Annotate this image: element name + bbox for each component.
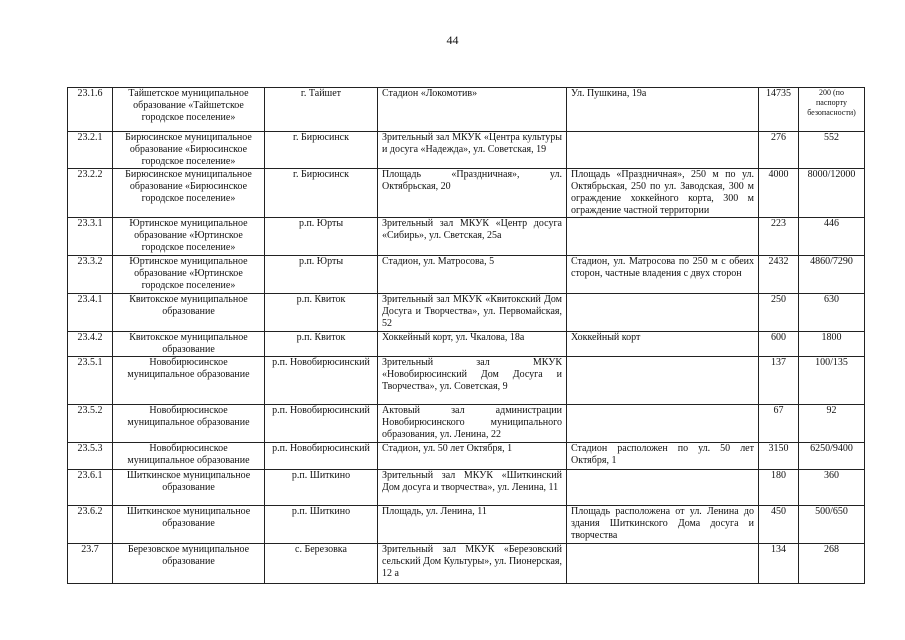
municipality-cell: Квитокское муниципальное образование [113, 294, 265, 332]
table-row [68, 294, 865, 332]
settlement-cell: р.п. Юрты [265, 218, 378, 256]
capacity-cell: 200 (по паспорту безопасности) [799, 88, 865, 132]
capacity-cell: 446 [799, 218, 865, 256]
table-row [68, 332, 865, 357]
area-cell: 134 [759, 544, 799, 584]
row-number: 23.5.2 [68, 405, 113, 443]
municipality-cell: Квитокское муниципальное образование [113, 332, 265, 357]
table-row [68, 256, 865, 294]
municipality-cell: Новобирюсинское муниципальное образование [113, 405, 265, 443]
area-cell: 180 [759, 470, 799, 506]
settlement-cell: г. Тайшет [265, 88, 378, 132]
venues-table [67, 87, 865, 584]
row-number: 23.4.2 [68, 332, 113, 357]
municipality-cell: Бирюсинское муниципальное образование «Бирюсинское городское поселение» [113, 169, 265, 218]
nearby-area-cell: Хоккейный корт [567, 332, 759, 357]
settlement-cell: г. Бирюсинск [265, 169, 378, 218]
settlement-cell: р.п. Юрты [265, 256, 378, 294]
settlement-cell: р.п. Шиткино [265, 506, 378, 544]
capacity-cell: 360 [799, 470, 865, 506]
municipality-cell: Березовское муниципальное образование [113, 544, 265, 584]
municipality-cell: Тайшетское муниципальное образование «Тайшетское городское поселение» [113, 88, 265, 132]
row-number: 23.5.3 [68, 443, 113, 470]
table-row [68, 357, 865, 405]
settlement-cell: р.п. Новобирюсинский [265, 405, 378, 443]
nearby-area-cell: Площадь «Праздничная», 250 м по ул. Октябрьская, 250 по ул. Заводская, 300 м ограждение хоккейного корта, 300 м ограждение частной территории [567, 169, 759, 218]
municipality-cell: Новобирюсинское муниципальное образование [113, 443, 265, 470]
nearby-area-cell [567, 357, 759, 405]
venue-cell: Зрительный зал МКУК «Квитокский Дом Досуга и Творчества», ул. Первомайская, 52 [378, 294, 567, 332]
row-number: 23.3.1 [68, 218, 113, 256]
area-cell: 3150 [759, 443, 799, 470]
settlement-cell: р.п. Шиткино [265, 470, 378, 506]
row-number: 23.4.1 [68, 294, 113, 332]
municipality-cell: Юртинское муниципальное образование «Юртинское городское поселение» [113, 256, 265, 294]
capacity-cell: 500/650 [799, 506, 865, 544]
capacity-cell: 4860/7290 [799, 256, 865, 294]
nearby-area-cell [567, 294, 759, 332]
area-cell: 250 [759, 294, 799, 332]
nearby-area-cell: Площадь расположена от ул. Ленина до здания Шиткинского Дома досуга и творчества [567, 506, 759, 544]
venue-cell: Зрительный зал МКУК «Новобирюсинский Дом Досуга и Творчества», ул. Советская, 9 [378, 357, 567, 405]
venue-cell: Хоккейный корт, ул. Чкалова, 18а [378, 332, 567, 357]
page-number: 44 [446, 33, 459, 47]
settlement-cell: р.п. Новобирюсинский [265, 443, 378, 470]
venue-cell: Площадь, ул. Ленина, 11 [378, 506, 567, 544]
capacity-cell: 100/135 [799, 357, 865, 405]
area-cell: 14735 [759, 88, 799, 132]
row-number: 23.6.2 [68, 506, 113, 544]
row-number: 23.3.2 [68, 256, 113, 294]
area-cell: 223 [759, 218, 799, 256]
table-row [68, 470, 865, 506]
capacity-cell: 552 [799, 132, 865, 169]
venue-cell: Стадион, ул. 50 лет Октября, 1 [378, 443, 567, 470]
venue-cell: Площадь «Праздничная», ул. Октябрьская, 20 [378, 169, 567, 218]
nearby-area-cell: Ул. Пушкина, 19а [567, 88, 759, 132]
row-number: 23.6.1 [68, 470, 113, 506]
area-cell: 4000 [759, 169, 799, 218]
nearby-area-cell: Стадион, ул. Матросова по 250 м с обеих сторон, частные владения с двух сторон [567, 256, 759, 294]
venue-cell: Зрительный зал МКУК «Центр досуга «Сибирь», ул. Светская, 25а [378, 218, 567, 256]
row-number: 23.2.1 [68, 132, 113, 169]
area-cell: 450 [759, 506, 799, 544]
nearby-area-cell: Стадион расположен по ул. 50 лет Октября, 1 [567, 443, 759, 470]
table-row [68, 544, 865, 584]
capacity-cell: 92 [799, 405, 865, 443]
venue-cell: Стадион, ул. Матросова, 5 [378, 256, 567, 294]
municipality-cell: Новобирюсинское муниципальное образование [113, 357, 265, 405]
nearby-area-cell [567, 544, 759, 584]
table-row [68, 405, 865, 443]
capacity-cell: 268 [799, 544, 865, 584]
capacity-cell: 8000/12000 [799, 169, 865, 218]
nearby-area-cell [567, 132, 759, 169]
municipality-cell: Шиткинское муниципальное образование [113, 470, 265, 506]
table-row [68, 88, 865, 132]
row-number: 23.7 [68, 544, 113, 584]
capacity-cell: 1800 [799, 332, 865, 357]
area-cell: 276 [759, 132, 799, 169]
settlement-cell: с. Березовка [265, 544, 378, 584]
municipality-cell: Бирюсинское муниципальное образование «Бирюсинское городское поселение» [113, 132, 265, 169]
venue-cell: Зрительный зал МКУК «Шиткинский Дом досуга и творчества», ул. Ленина, 11 [378, 470, 567, 506]
venue-cell: Зрительный зал МКУК «Центра культуры и досуга «Надежда», ул. Советская, 19 [378, 132, 567, 169]
venue-cell: Стадион «Локомотив» [378, 88, 567, 132]
venue-cell: Актовый зал администрации Новобирюсинского муниципального образования, ул. Ленина, 22 [378, 405, 567, 443]
settlement-cell: р.п. Квиток [265, 332, 378, 357]
area-cell: 137 [759, 357, 799, 405]
venue-cell: Зрительный зал МКУК «Березовский сельский Дом Культуры», ул. Пионерская, 12 а [378, 544, 567, 584]
area-cell: 600 [759, 332, 799, 357]
row-number: 23.5.1 [68, 357, 113, 405]
municipality-cell: Шиткинское муниципальное образование [113, 506, 265, 544]
capacity-cell: 630 [799, 294, 865, 332]
nearby-area-cell [567, 405, 759, 443]
settlement-cell: р.п. Квиток [265, 294, 378, 332]
nearby-area-cell [567, 218, 759, 256]
capacity-cell: 6250/9400 [799, 443, 865, 470]
municipality-cell: Юртинское муниципальное образование «Юртинское городское поселение» [113, 218, 265, 256]
settlement-cell: г. Бирюсинск [265, 132, 378, 169]
table-row [68, 218, 865, 256]
row-number: 23.2.2 [68, 169, 113, 218]
row-number: 23.1.6 [68, 88, 113, 132]
area-cell: 67 [759, 405, 799, 443]
area-cell: 2432 [759, 256, 799, 294]
table-row [68, 132, 865, 169]
table-row [68, 169, 865, 218]
table-row [68, 506, 865, 544]
nearby-area-cell [567, 470, 759, 506]
settlement-cell: р.п. Новобирюсинский [265, 357, 378, 405]
table-row [68, 443, 865, 470]
